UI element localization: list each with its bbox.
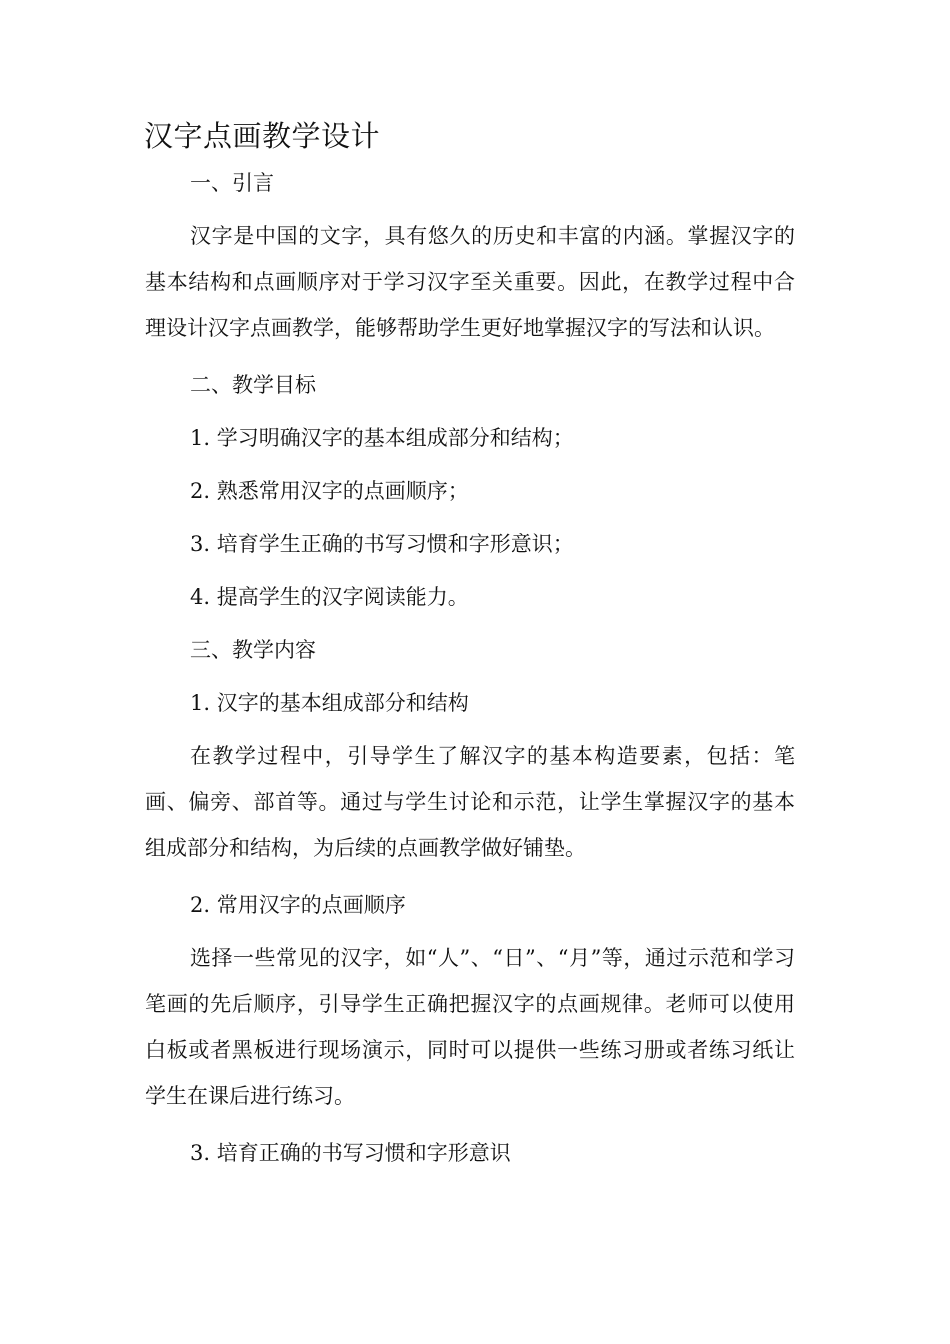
goal-item: 2. 熟悉常用汉字的点画顺序； — [190, 479, 469, 503]
document-title: 汉字点画教学设计 — [144, 119, 381, 153]
section-heading-content: 三、教学内容 — [190, 638, 316, 662]
goal-item: 3. 培育学生正确的书写习惯和字形意识； — [190, 532, 574, 556]
goal-item: 4. 提高学生的汉字阅读能力。 — [190, 585, 469, 609]
section-heading-goals: 二、教学目标 — [190, 373, 316, 397]
section-heading-intro: 一、引言 — [190, 171, 274, 195]
intro-paragraph: 汉字是中国的文字，具有悠久的历史和丰富的内涵。掌握汉字的基本结构和点画顺序对于学习汉字至关重要。因此，在教学过程中合理设计汉字点画教学，能够帮助学生更好地掌握汉字的写法和认识。 — [145, 224, 795, 340]
content-item-heading: 2. 常用汉字的点画顺序 — [190, 893, 406, 917]
document-body — [145, 160, 795, 1176]
goal-item: 1. 学习明确汉字的基本组成部分和结构； — [190, 426, 574, 450]
content-item-heading: 3. 培育正确的书写习惯和字形意识 — [190, 1141, 511, 1165]
content-item-paragraph: 在教学过程中，引导学生了解汉字的基本构造要素，包括：笔画、偏旁、部首等。通过与学生讨论和示范，让学生掌握汉字的基本组成部分和结构，为后续的点画教学做好铺垫。 — [145, 744, 795, 860]
content-item-heading: 1. 汉字的基本组成部分和结构 — [190, 691, 469, 715]
content-item-paragraph: 选择一些常见的汉字，如“人”、“日”、“月”等，通过示范和学习笔画的先后顺序，引导学生正确把握汉字的点画规律。老师可以使用白板或者黑板进行现场演示，同时可以提供一些练习册或者练习纸让学生在课后进行练习。 — [145, 946, 795, 1108]
